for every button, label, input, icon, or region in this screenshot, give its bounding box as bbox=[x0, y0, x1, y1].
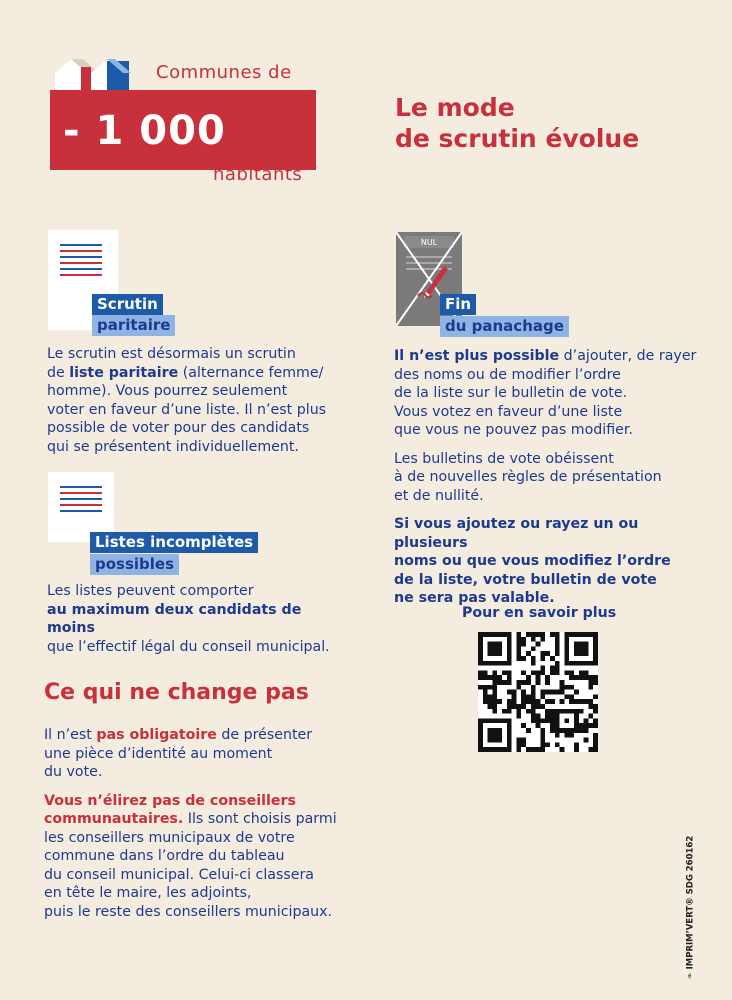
doc-stripe bbox=[60, 268, 102, 270]
tag-paritaire: paritaire bbox=[92, 315, 175, 336]
spacer bbox=[44, 782, 364, 792]
text-line: Les bulletins de vote obéissent bbox=[394, 450, 614, 467]
title-line2: de scrutin évolue bbox=[395, 124, 640, 153]
text-span: Ils sont choisis parmi bbox=[183, 811, 337, 827]
text-line: Vous n’élirez pas de conseillers bbox=[44, 792, 296, 809]
tag-fin: Fin bbox=[440, 294, 476, 315]
text-line: puis le reste des conseillers municipaux. bbox=[44, 903, 333, 920]
text-line: les conseillers municipaux de votre bbox=[44, 829, 295, 846]
fin-panachage-text bbox=[394, 347, 704, 608]
scrutin-paritaire-text bbox=[47, 345, 347, 456]
text-line: du vote. bbox=[44, 764, 103, 780]
text-span: d’ajouter, de rayer bbox=[559, 348, 697, 364]
text-bold: pas obligatoire bbox=[96, 727, 217, 743]
ballot-label: NUL bbox=[420, 238, 438, 247]
text-line: et de nullité. bbox=[394, 487, 484, 504]
text-line: Vous votez en faveur d’une liste bbox=[394, 403, 623, 420]
text-line: en tête le maire, les adjoints, bbox=[44, 885, 252, 901]
doc-stripe bbox=[60, 250, 102, 252]
doc-stripe bbox=[60, 256, 102, 258]
text-line: de la liste sur le bulletin de vote. bbox=[394, 385, 628, 401]
text-bold: Il n’est plus possible bbox=[394, 348, 560, 364]
doc-stripe bbox=[60, 262, 102, 264]
text-line bbox=[47, 601, 347, 638]
text-line: à de nouvelles règles de présentation bbox=[394, 469, 662, 485]
doc-stripe bbox=[60, 244, 102, 246]
tag-listes-incompletes: Listes incomplètes bbox=[90, 532, 258, 553]
imprint-label bbox=[680, 835, 700, 985]
text-bold: au maximum deux candidats de moins bbox=[47, 601, 302, 636]
text-line bbox=[47, 364, 347, 383]
doc-stripe bbox=[60, 510, 102, 512]
text-span: (alternance femme/ bbox=[178, 364, 324, 381]
text-line: possible de voter pour des candidats bbox=[47, 420, 310, 436]
qr-code[interactable] bbox=[478, 632, 598, 752]
spacer bbox=[394, 440, 704, 450]
text-line: qui se présentent individuellement. bbox=[47, 438, 299, 455]
doc-stripe bbox=[60, 274, 102, 276]
text-line: du conseil municipal. Celui-ci classera bbox=[44, 866, 314, 883]
text-line: des noms ou de modifier l’ordre bbox=[394, 366, 621, 383]
ne-change-pas-text bbox=[44, 726, 364, 921]
header-line3: habitants bbox=[213, 164, 303, 185]
text-line: ne sera pas valable. bbox=[394, 590, 555, 606]
text-span: de bbox=[47, 364, 70, 381]
qr-title: Pour en savoir plus bbox=[462, 605, 617, 621]
text-line: de la liste, votre bulletin de vote bbox=[394, 571, 657, 588]
section-title: Ce qui ne change pas bbox=[44, 680, 309, 705]
listes-incompletes-text bbox=[47, 582, 347, 656]
text-line: une pièce d’identité au moment bbox=[44, 745, 273, 762]
header-line1: Communes de bbox=[156, 62, 292, 83]
text-line bbox=[44, 810, 364, 829]
tag-scrutin: Scrutin bbox=[92, 294, 163, 315]
text-line: que l’effectif légal du conseil municipal. bbox=[47, 638, 330, 655]
text-line: commune dans l’ordre du tableau bbox=[44, 848, 285, 864]
imprint-brand: IMPRIM’VERT® bbox=[685, 897, 696, 970]
doc-stripe bbox=[60, 486, 102, 488]
leaf-icon: ❧ bbox=[685, 972, 696, 980]
text-line: que vous ne pouvez pas modifier. bbox=[394, 422, 633, 438]
text-line: voter en faveur d’une liste. Il n’est plus bbox=[47, 401, 327, 418]
spacer bbox=[394, 505, 704, 515]
text-span: Il n’est bbox=[44, 727, 97, 743]
text-line: Le scrutin est désormais un scrutin bbox=[47, 346, 296, 362]
doc-stripe bbox=[60, 504, 102, 506]
text-line: noms ou que vous modifiez l’ordre bbox=[394, 553, 671, 569]
page-title bbox=[395, 92, 639, 154]
tag-du-panachage: du panachage bbox=[440, 316, 569, 337]
text-line bbox=[44, 726, 364, 745]
header-number: - 1 000 bbox=[63, 108, 226, 154]
text-span: de présenter bbox=[216, 727, 313, 743]
imprint-code: SDG 260162 bbox=[685, 835, 696, 895]
text-line: Si vous ajoutez ou rayez un ou plusieurs bbox=[394, 516, 639, 551]
doc-stripe bbox=[60, 492, 102, 494]
title-line1: Le mode bbox=[395, 93, 515, 122]
text-line: homme). Vous pourrez seulement bbox=[47, 383, 288, 399]
tag-possibles: possibles bbox=[90, 554, 179, 575]
text-line bbox=[394, 347, 704, 366]
text-line: Les listes peuvent comporter bbox=[47, 583, 254, 599]
text-bold: liste paritaire bbox=[69, 364, 179, 381]
doc-stripe bbox=[60, 498, 102, 500]
text-bold: communautaires. bbox=[44, 811, 184, 827]
